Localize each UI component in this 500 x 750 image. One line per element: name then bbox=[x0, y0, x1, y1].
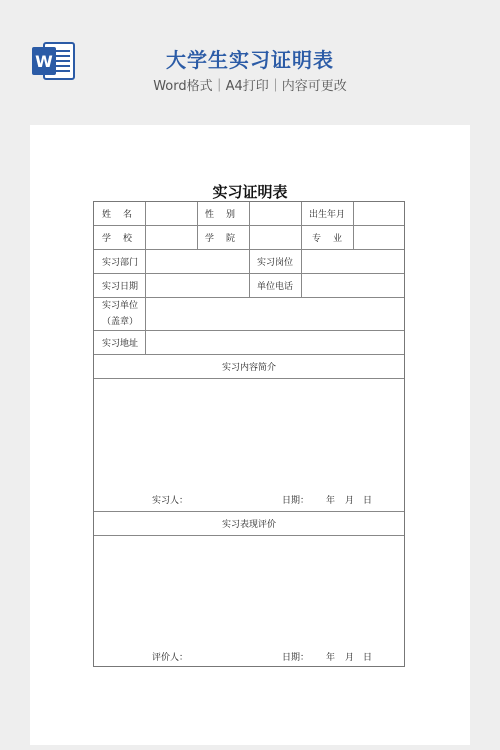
intern-signature-label: 实习人： bbox=[152, 496, 189, 506]
evaluation-area[interactable] bbox=[94, 535, 404, 666]
label-unit-phone: 单位电话 bbox=[257, 281, 294, 292]
label-unit-text: 实习单位 bbox=[102, 300, 139, 311]
gender-field[interactable] bbox=[249, 202, 301, 225]
content-year-label: 年 bbox=[326, 496, 336, 506]
college-field[interactable] bbox=[249, 225, 301, 249]
content-day-label: 日 bbox=[363, 496, 373, 506]
content-summary-area[interactable] bbox=[94, 378, 404, 511]
evaluation-year-label: 年 bbox=[326, 653, 336, 663]
header-banner bbox=[0, 0, 500, 125]
label-position: 实习岗位 bbox=[257, 257, 294, 268]
label-school: 学 校 bbox=[102, 233, 132, 244]
address-field[interactable] bbox=[145, 330, 404, 354]
label-internship-unit bbox=[94, 297, 145, 330]
name-field[interactable] bbox=[145, 202, 197, 225]
label-address: 实习地址 bbox=[102, 338, 139, 349]
label-college: 学 院 bbox=[205, 233, 235, 244]
label-major: 专 业 bbox=[312, 233, 342, 244]
evaluation-day-label: 日 bbox=[363, 653, 373, 663]
content-month-label: 月 bbox=[345, 496, 355, 506]
label-gender: 性 别 bbox=[205, 210, 235, 220]
content-section-heading: 实习内容简介 bbox=[221, 362, 276, 373]
birth-date-field[interactable] bbox=[353, 202, 404, 225]
internship-date-field[interactable] bbox=[145, 273, 249, 297]
page-title: 大学生实习证明表 bbox=[166, 48, 334, 72]
document-title: 实习证明表 bbox=[212, 183, 288, 201]
label-stamp-text: （盖章） bbox=[102, 316, 139, 327]
document-sheet bbox=[30, 125, 470, 745]
label-department: 实习部门 bbox=[102, 257, 139, 268]
unit-phone-field[interactable] bbox=[301, 273, 404, 297]
evaluator-signature-label: 评价人： bbox=[152, 653, 189, 663]
evaluation-section-heading: 实习表现评价 bbox=[221, 519, 276, 530]
major-field[interactable] bbox=[353, 225, 404, 249]
page-subtitle: Word格式｜A4打印｜内容可更改 bbox=[153, 79, 347, 94]
content-date-label: 日期： bbox=[282, 496, 310, 506]
school-field[interactable] bbox=[145, 225, 197, 249]
svg-text:W: W bbox=[35, 52, 53, 71]
label-birth-date: 出生年月 bbox=[309, 210, 346, 220]
certificate-form-table bbox=[93, 201, 405, 667]
department-field[interactable] bbox=[145, 249, 249, 273]
internship-unit-field[interactable] bbox=[145, 297, 404, 330]
label-name: 姓 名 bbox=[102, 210, 132, 220]
position-field[interactable] bbox=[301, 249, 404, 273]
evaluation-date-label: 日期： bbox=[282, 653, 310, 663]
evaluation-month-label: 月 bbox=[345, 653, 355, 663]
label-internship-date: 实习日期 bbox=[102, 281, 139, 292]
